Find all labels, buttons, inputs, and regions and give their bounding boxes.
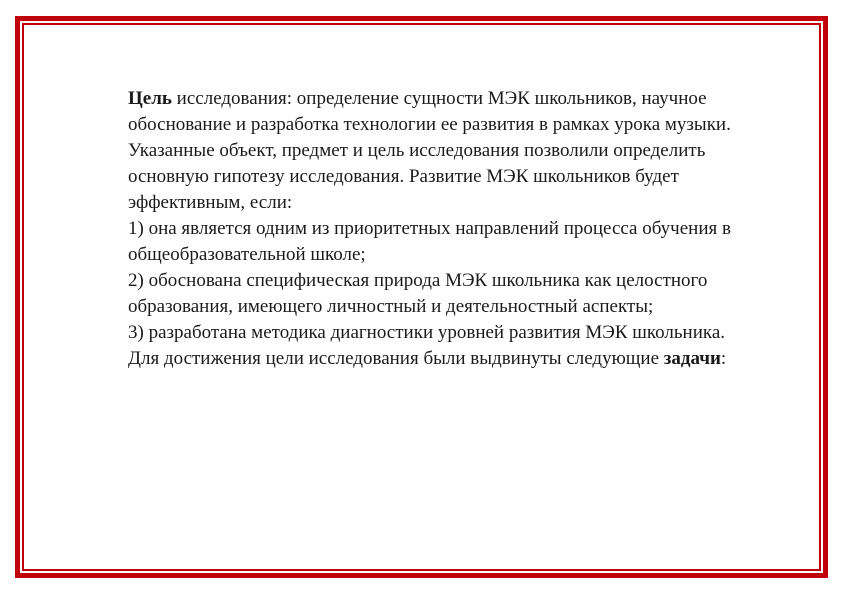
hypothesis-item-1: 1) она является одним из приоритетных направлений процесса обучения в общеобразовательной школе; bbox=[128, 218, 731, 265]
hypothesis-paragraph: Указанные объект, предмет и цель исследования позволили определить основную гипотезу исследования. Развитие МЭК школьников будет эффективным, если: bbox=[128, 140, 706, 213]
hypothesis-item-2: 2) обоснована специфическая природа МЭК школьника как целостного образования, имеющего личностный и деятельностный аспекты; bbox=[128, 270, 708, 317]
slide-text-body bbox=[128, 86, 778, 372]
hypothesis-item-3: 3) разработана методика диагностики уровней развития МЭК школьника. bbox=[128, 322, 726, 343]
goal-paragraph bbox=[128, 86, 778, 138]
tasks-tail: : bbox=[720, 348, 727, 369]
tasks-text: Для достижения цели исследования были выдвинуты следующие bbox=[128, 348, 664, 369]
tasks-paragraph bbox=[128, 346, 778, 372]
goal-text: исследования: определение сущности МЭК школьников, научное обоснование и разработка технологии ее развития в рамках урока музыки. bbox=[128, 88, 731, 135]
goal-bold-label: Цель bbox=[128, 88, 172, 109]
tasks-bold-label: задачи bbox=[663, 348, 721, 369]
